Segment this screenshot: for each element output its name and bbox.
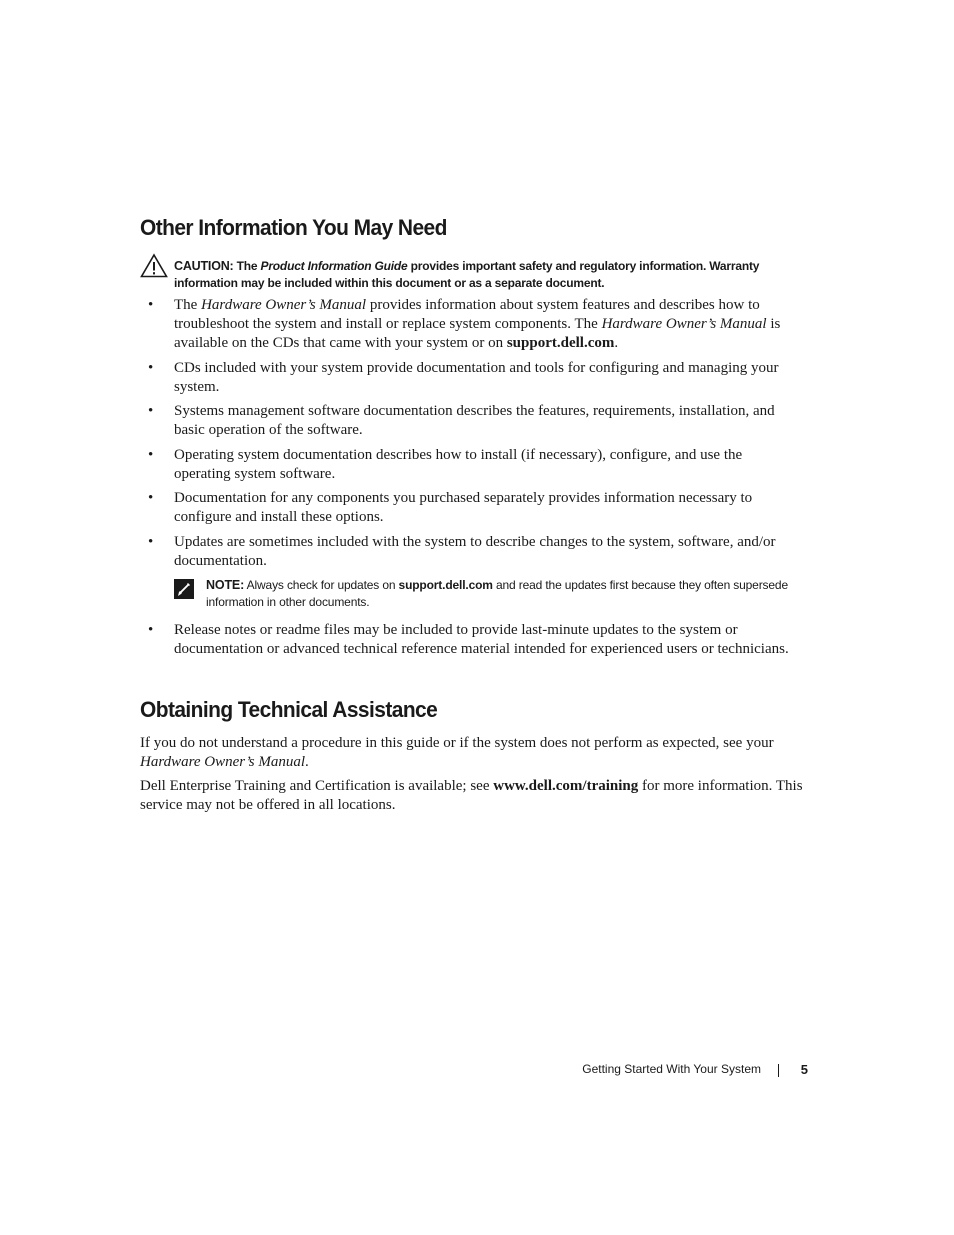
paragraph-text: . — [305, 754, 309, 770]
list-item-text: provides information about system features and describes how to troubleshoot the system and install or replace system components. The — [174, 297, 760, 332]
page-footer — [560, 1062, 808, 1080]
list-item — [140, 533, 790, 571]
list-item — [140, 621, 790, 659]
footer-title: Getting Started With Your System — [582, 1062, 761, 1076]
caution-label: CAUTION: — [174, 259, 234, 273]
note-pencil-icon — [174, 579, 194, 599]
note-label: NOTE: — [206, 577, 245, 592]
list-item-text: Updates are sometimes included with the system to describe changes to the system, software, and/or documentation. — [174, 533, 776, 569]
note-notice — [174, 577, 796, 611]
support-link[interactable]: support.dell.com — [506, 335, 615, 351]
paragraph — [140, 734, 820, 772]
hardware-manual-title: Hardware Owner’s Manual — [201, 297, 367, 313]
footer-separator — [778, 1064, 779, 1077]
warning-triangle-icon — [140, 253, 168, 279]
list-item-text: Release notes or readme files may be included to provide last-minute updates to the system or documentation or advanced technical reference material intended for experienced users or technicians. — [174, 621, 789, 657]
training-link[interactable]: www.dell.com/training — [493, 778, 639, 794]
hardware-manual-title: Hardware Owner’s Manual — [601, 316, 767, 332]
support-link[interactable]: support.dell.com — [398, 577, 493, 592]
list-item — [140, 489, 790, 527]
list-item-text: is available on the CDs that came with your system or on — [174, 316, 781, 351]
hardware-manual-title: Hardware Owner’s Manual — [140, 754, 306, 770]
bullet-marker: • — [148, 359, 154, 376]
caution-text-post: provides important safety and regulatory information. Warranty information may be included within this document or as a separate document. — [174, 259, 760, 290]
bullet-marker: • — [148, 403, 154, 419]
section-heading-other-information: Other Information You May Need — [140, 215, 447, 240]
bullet-marker: • — [148, 446, 154, 463]
paragraph — [140, 777, 820, 815]
bullet-marker: • — [148, 533, 154, 550]
bullet-marker: • — [148, 490, 154, 506]
bullet-marker: • — [148, 297, 154, 313]
list-item-text: The — [174, 297, 202, 313]
product-information-guide-title: Product Information Guide — [260, 259, 408, 273]
list-item — [140, 296, 790, 353]
paragraph-text: for more information. This service may not be offered in all locations. — [140, 778, 803, 813]
list-item-text: CDs included with your system provide documentation and tools for configuring and managing your system. — [174, 359, 779, 395]
section-heading-technical-assistance: Obtaining Technical Assistance — [140, 697, 438, 722]
paragraph-text: Dell Enterprise Training and Certification is available; see — [140, 778, 494, 794]
paragraph-text: If you do not understand a procedure in this guide or if the system does not perform as expected, see your — [140, 735, 774, 751]
caution-text — [174, 258, 814, 292]
list-item-text: . — [614, 335, 619, 351]
list-item — [140, 446, 790, 484]
documentation-list — [140, 296, 820, 664]
bullet-marker: • — [148, 621, 154, 638]
list-item — [140, 359, 790, 397]
page-number: 5 — [800, 1062, 808, 1077]
list-item-text: Documentation for any components you purchased separately provides information necessary to configure and install these options. — [174, 490, 753, 525]
caution-text-pre: The — [233, 259, 261, 273]
note-text-post: and read the updates first because they often supersede information in other documents. — [206, 577, 788, 609]
list-item-text: Systems management software documentation describes the features, requirements, installation, and basic operation of the software. — [174, 403, 775, 438]
list-item-text: Operating system documentation describes how to install (if necessary), configure, and use the operating system software. — [174, 446, 743, 482]
note-text-pre: Always check for updates on — [244, 577, 399, 592]
list-item — [140, 402, 790, 440]
